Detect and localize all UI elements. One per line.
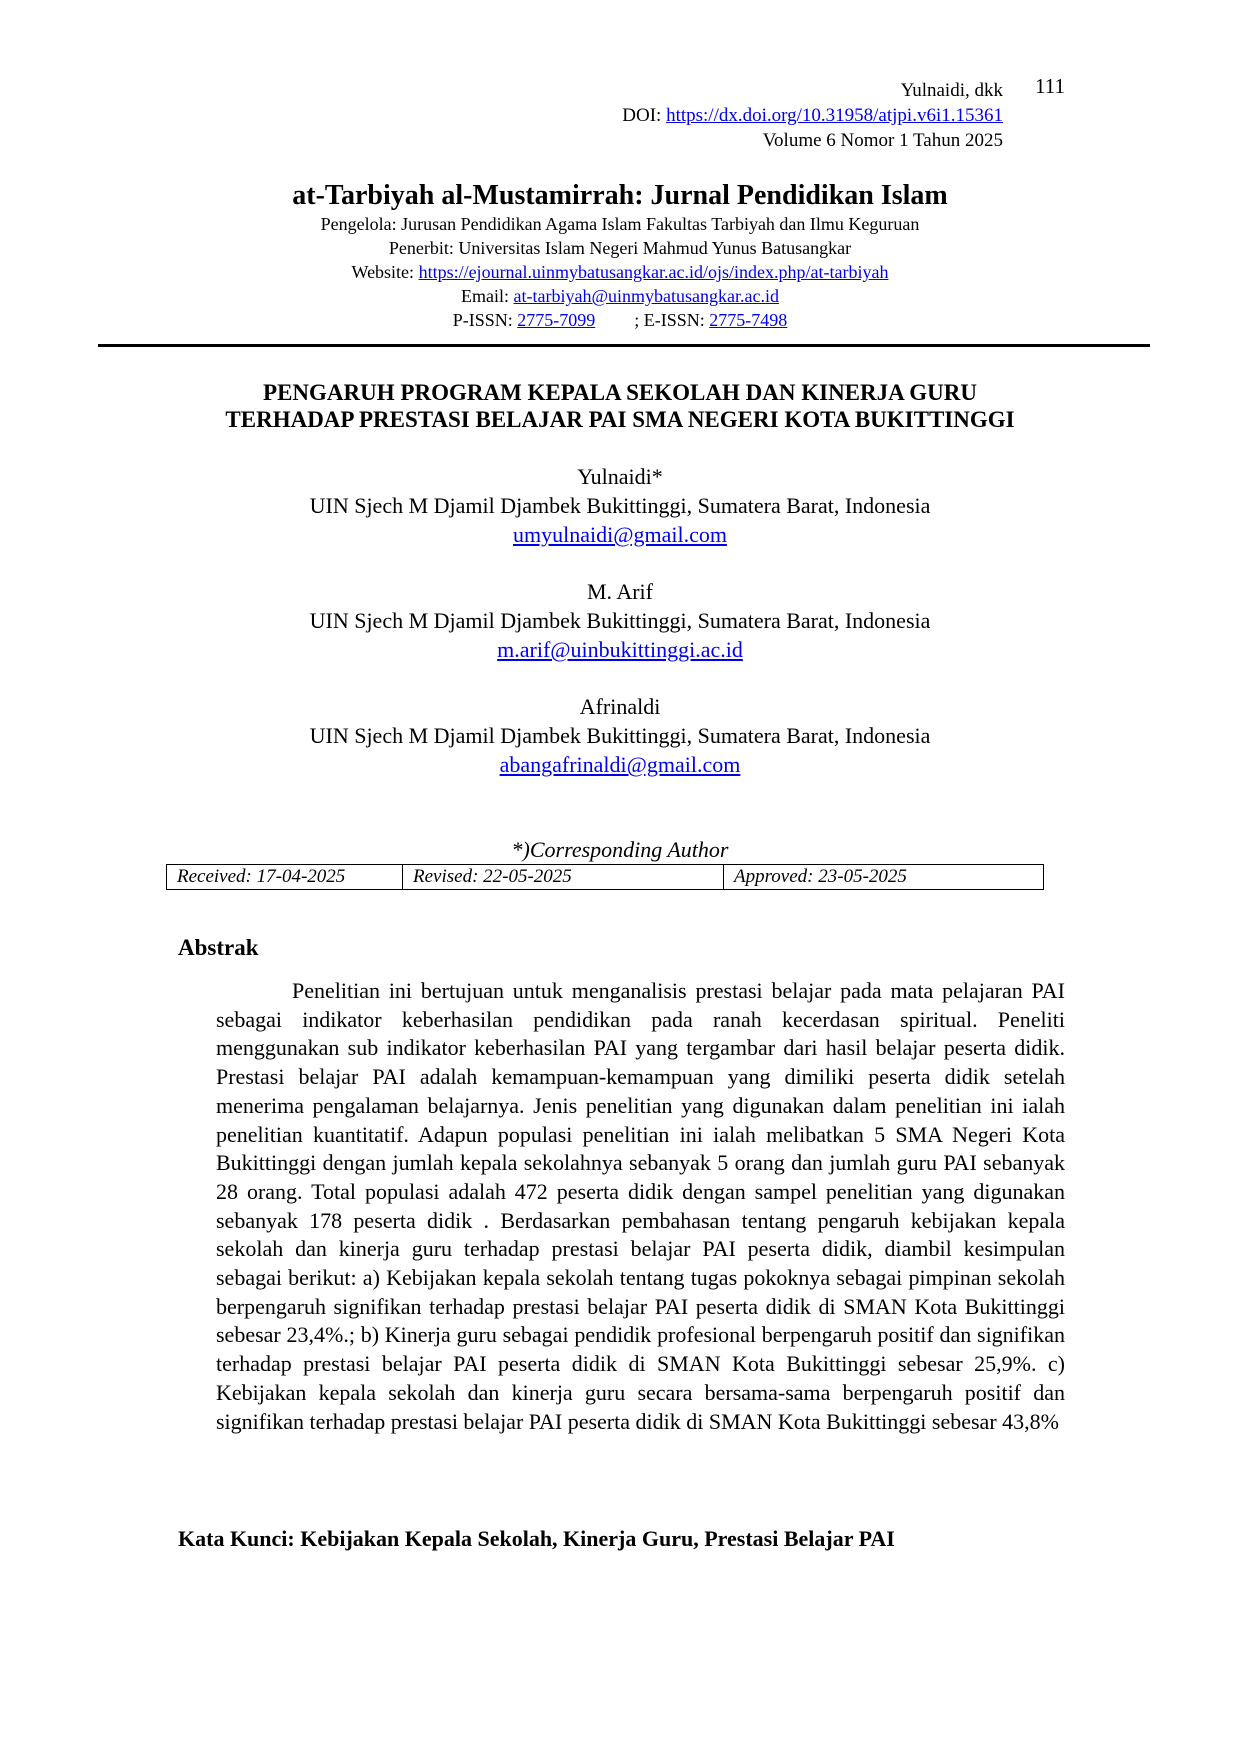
dates-table [166, 864, 1044, 890]
pissn-link[interactable]: 2775-7099 [517, 310, 596, 330]
author-name: Afrinaldi [579, 694, 661, 719]
article-title-line-1: PENGARUH PROGRAM KEPALA SEKOLAH DAN KINERJA GURU [263, 380, 977, 405]
author-block [0, 692, 1240, 779]
author-email-link[interactable]: m.arif@uinbukittinggi.ac.id [497, 637, 743, 662]
email-label: Email: [461, 286, 509, 306]
page-number: 111 [1035, 74, 1065, 98]
journal-email-link[interactable]: at-tarbiyah@uinmybatusangkar.ac.id [513, 286, 779, 306]
website-link[interactable]: https://ejournal.uinmybatusangkar.ac.id/ojs/index.php/at-tarbiyah [418, 262, 889, 282]
revised-date: Revised: 22-05-2025 [403, 865, 724, 890]
approved-date: Approved: 23-05-2025 [724, 865, 1044, 890]
website-label: Website: [351, 262, 415, 282]
header-divider [98, 344, 1150, 347]
doi-line [622, 103, 1003, 128]
keywords: Kata Kunci: Kebijakan Kepala Sekolah, Kinerja Guru, Prestasi Belajar PAI [178, 1526, 895, 1551]
article-title [0, 379, 1240, 433]
journal-title: at-Tarbiyah al-Mustamirrah: Jurnal Pendidikan Islam [292, 180, 948, 211]
journal-masthead [0, 180, 1240, 332]
volume-info: Volume 6 Nomor 1 Tahun 2025 [762, 130, 1003, 151]
doi-label: DOI: [622, 105, 662, 126]
running-head [622, 78, 1003, 153]
author-affiliation: UIN Sjech M Djamil Djambek Bukittinggi, Sumatera Barat, Indonesia [309, 493, 931, 518]
journal-penerbit: Penerbit: Universitas Islam Negeri Mahmud Yunus Batusangkar [388, 238, 852, 258]
table-row [167, 865, 1044, 890]
corresponding-author-note: *)Corresponding Author [511, 837, 729, 862]
author-block [0, 462, 1240, 549]
doi-link[interactable]: https://dx.doi.org/10.31958/atjpi.v6i1.15361 [666, 105, 1003, 126]
eissn-label: ; E-ISSN: [634, 310, 705, 330]
pissn-label: P-ISSN: [452, 310, 513, 330]
abstract-heading: Abstrak [178, 935, 259, 960]
received-date: Received: 17-04-2025 [167, 865, 403, 890]
author-affiliation: UIN Sjech M Djamil Djambek Bukittinggi, Sumatera Barat, Indonesia [309, 723, 931, 748]
author-email-link[interactable]: abangafrinaldi@gmail.com [499, 752, 741, 777]
journal-email [0, 284, 1240, 308]
journal-issn [0, 308, 1240, 332]
author-affiliation: UIN Sjech M Djamil Djambek Bukittinggi, Sumatera Barat, Indonesia [309, 608, 931, 633]
author-block [0, 577, 1240, 664]
journal-website [0, 260, 1240, 284]
author-list [0, 462, 1240, 807]
author-name: M. Arif [587, 579, 653, 604]
article-title-line-2: TERHADAP PRESTASI BELAJAR PAI SMA NEGERI KOTA BUKITTINGGI [225, 407, 1015, 432]
authors-short: Yulnaidi, dkk [900, 80, 1003, 101]
eissn-link[interactable]: 2775-7498 [709, 310, 788, 330]
author-email-link[interactable]: umyulnaidi@gmail.com [513, 522, 727, 547]
journal-pengelola: Pengelola: Jurusan Pendidikan Agama Islam Fakultas Tarbiyah dan Ilmu Keguruan [320, 214, 920, 234]
abstract-text: Penelitian ini bertujuan untuk menganalisis prestasi belajar pada mata pelajaran PAI sebagai indikator keberhasilan pendidikan pada ranah kecerdasan spiritual. Peneliti menggunakan sub indikator keberhasilan PAI yang tergambar dari hasil belajar peserta didik. Prestasi belajar PAI adalah kemampuan-kemampuan yang dimiliki peserta didik setelah menerima pengalaman belajarnya. Jenis penelitian yang digunakan dalam penelitian ini ialah penelitian kuantitatif. Adapun populasi penelitian ini ialah melibatkan 5 SMA Negeri Kota Bukittinggi dengan jumlah kepala sekolahnya sebanyak 5 orang dan jumlah guru PAI sebanyak 28 orang. Total populasi adalah 472 peserta didik dengan sampel penelitian yang digunakan sebanyak 178 peserta didik . Berdasarkan pembahasan tentang pengaruh kebijakan kepala sekolah dan kinerja guru terhadap prestasi belajar PAI peserta didik, diambil kesimpulan sebagai berikut: a) Kebijakan kepala sekolah tentang tugas pokoknya sebagai pimpinan sekolah berpengaruh signifikan terhadap prestasi belajar PAI peserta didik di SMAN Kota Bukittinggi sebesar 23,4%.; b) Kinerja guru sebagai pendidik profesional berpengaruh positif dan signifikan terhadap prestasi belajar PAI peserta didik di SMAN Kota Bukittinggi sebesar 25,9%. c) Kebijakan kepala sekolah dan kinerja guru secara bersama-sama berpengaruh positif dan signifikan terhadap prestasi belajar PAI peserta didik di SMAN Kota Bukittinggi sebesar 43,8% [216, 978, 1065, 1434]
author-name: Yulnaidi* [577, 464, 663, 489]
